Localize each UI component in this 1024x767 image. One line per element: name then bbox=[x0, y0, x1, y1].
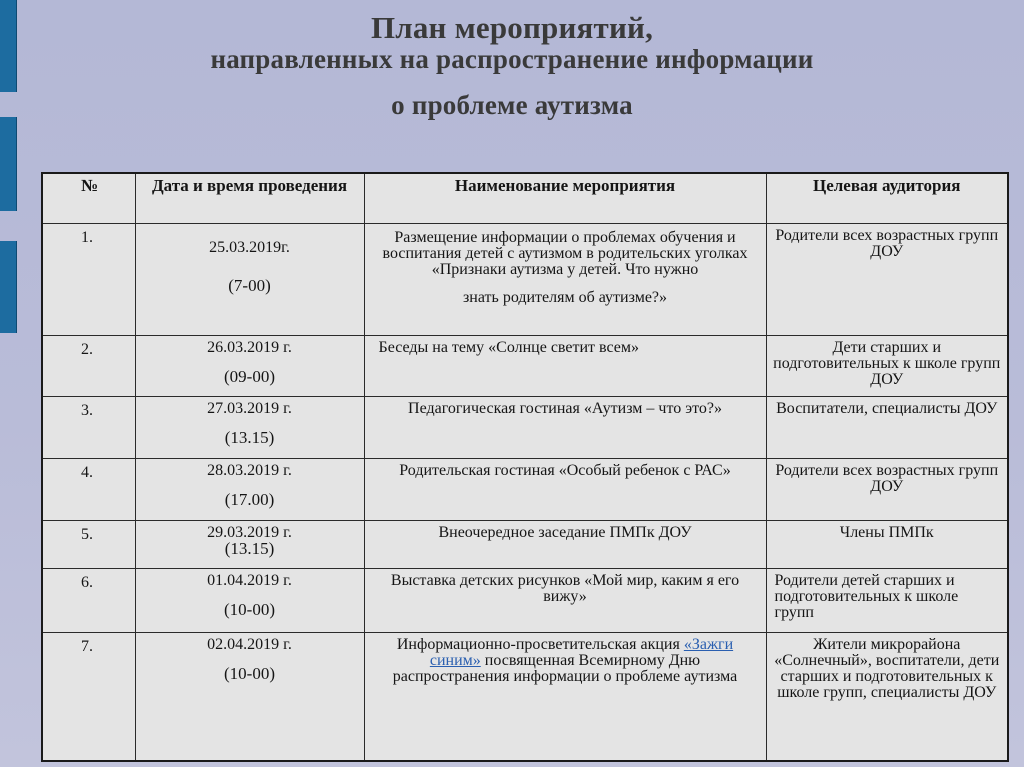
event-date-cell bbox=[135, 336, 364, 397]
event-name-continued: посвященная Всемирному Дню распространения информации о проблеме аутизма bbox=[392, 652, 738, 685]
table-row bbox=[42, 568, 1008, 632]
event-name-continued: знать родителям об аутизме?» bbox=[462, 288, 668, 306]
event-date: 02.04.2019 г. bbox=[207, 636, 292, 653]
slide-title: План мероприятий, bbox=[370, 10, 654, 45]
event-date: 26.03.2019 г. bbox=[207, 339, 292, 357]
row-number: 4. bbox=[42, 459, 135, 520]
event-date: 28.03.2019 г. bbox=[207, 462, 292, 480]
event-audience: Воспитатели, специалисты ДОУ bbox=[766, 397, 1008, 459]
event-name-cell bbox=[364, 223, 766, 335]
column-header-audience: Целевая аудитория bbox=[766, 173, 1008, 223]
event-time: (10-00) bbox=[224, 664, 275, 683]
column-header-name: Наименование мероприятия bbox=[364, 173, 766, 223]
event-date: 27.03.2019 г. bbox=[207, 400, 292, 418]
event-name: Выставка детских рисунков «Мой мир, каким я его вижу» bbox=[364, 568, 766, 632]
accent-bar bbox=[0, 0, 17, 92]
event-audience: Родители всех возрастных групп ДОУ bbox=[766, 459, 1008, 520]
table-row bbox=[42, 223, 1008, 335]
events-table bbox=[41, 172, 1009, 762]
row-number: 2. bbox=[42, 336, 135, 397]
event-date-cell bbox=[135, 223, 364, 335]
event-name: Размещение информации о проблемах обучения и воспитания детей с аутизмом в родительских уголках «Признаки аутизма у детей. Что нужно bbox=[382, 228, 748, 278]
event-date-cell bbox=[135, 568, 364, 632]
event-time: (17.00) bbox=[224, 490, 275, 510]
event-audience: Жители микрорайона «Солнечный», воспитатели, дети старших и подготовительных к школе групп, специалисты ДОУ bbox=[766, 633, 1008, 762]
event-time: (09-00) bbox=[224, 367, 275, 387]
event-date: 01.04.2019 г. bbox=[207, 571, 292, 589]
event-time: (13.15) bbox=[224, 428, 275, 448]
event-audience: Дети старших и подготовительных к школе групп ДОУ bbox=[766, 336, 1008, 397]
slide-title: направленных на распространение информации bbox=[210, 44, 814, 74]
event-audience-cell bbox=[766, 568, 1008, 632]
column-header-date: Дата и время проведения bbox=[135, 173, 364, 223]
event-name: Беседы на тему «Солнце светит всем» bbox=[364, 336, 766, 397]
event-name: Внеочередное заседание ПМПк ДОУ bbox=[364, 520, 766, 568]
campaign-link[interactable]: «Зажги синим» bbox=[429, 636, 734, 669]
table-row bbox=[42, 633, 1008, 762]
event-date-cell bbox=[135, 459, 364, 520]
event-audience: Родители детей старших и подготовительных к школе групп bbox=[774, 571, 959, 621]
row-number: 3. bbox=[42, 397, 135, 459]
table-row bbox=[42, 397, 1008, 459]
accent-bar bbox=[0, 241, 17, 333]
event-date: 25.03.2019г. bbox=[209, 238, 290, 256]
table-row bbox=[42, 520, 1008, 568]
event-name: Педагогическая гостиная «Аутизм – что это?» bbox=[364, 397, 766, 459]
event-date: 29.03.2019 г. bbox=[207, 523, 292, 541]
event-audience: Члены ПМПк bbox=[766, 520, 1008, 568]
event-name: Информационно-просветительская акция bbox=[396, 636, 680, 653]
row-number: 6. bbox=[42, 568, 135, 632]
accent-bar bbox=[0, 117, 17, 211]
column-header-number: № bbox=[42, 173, 135, 223]
event-date-cell bbox=[135, 520, 364, 568]
table-row bbox=[42, 459, 1008, 520]
event-audience: Родители всех возрастных групп ДОУ bbox=[766, 223, 1008, 335]
event-time: (13.15) bbox=[224, 538, 275, 558]
table-row bbox=[42, 336, 1008, 397]
event-time: (7-00) bbox=[228, 275, 271, 295]
row-number: 5. bbox=[42, 520, 135, 568]
row-number: 7. bbox=[42, 633, 135, 762]
slide-subtitle: о проблеме аутизма bbox=[391, 90, 633, 120]
event-date-cell bbox=[135, 397, 364, 459]
event-name: Родительская гостиная «Особый ребенок с РАС» bbox=[364, 459, 766, 520]
table-header-row bbox=[42, 173, 1008, 223]
row-number: 1. bbox=[42, 223, 135, 335]
event-name-cell bbox=[364, 633, 766, 762]
event-date-cell bbox=[135, 633, 364, 762]
event-time: (10-00) bbox=[224, 599, 275, 619]
